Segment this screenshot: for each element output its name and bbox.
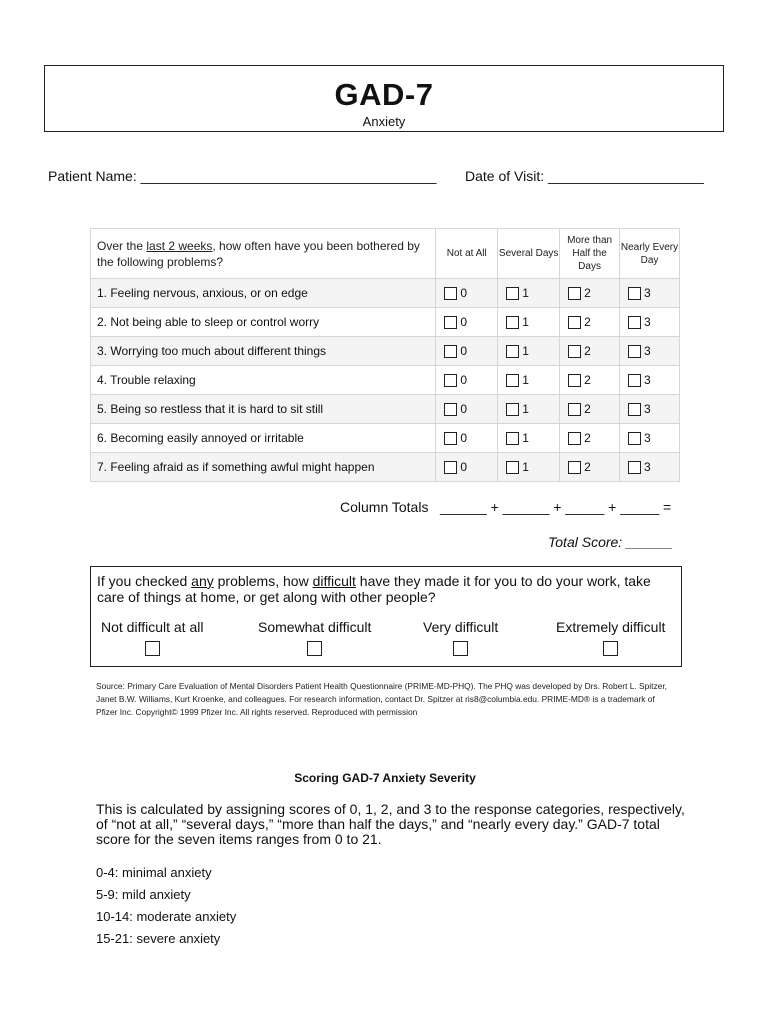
difficulty-option[interactable] xyxy=(101,619,203,656)
response-option[interactable] xyxy=(560,337,620,366)
response-checkbox[interactable] xyxy=(568,432,581,445)
response-option[interactable] xyxy=(620,366,680,395)
response-value: 0 xyxy=(460,286,467,301)
item-text: 6. Becoming easily annoyed or irritable xyxy=(91,424,436,453)
response-option[interactable] xyxy=(436,308,498,337)
response-checkbox[interactable] xyxy=(444,316,457,329)
difficulty-checkbox[interactable] xyxy=(145,641,160,656)
response-value: 1 xyxy=(522,344,529,359)
response-checkbox[interactable] xyxy=(506,287,519,300)
item-text: 4. Trouble relaxing xyxy=(91,366,436,395)
response-option[interactable] xyxy=(436,279,498,308)
response-option[interactable] xyxy=(436,366,498,395)
difficulty-option[interactable] xyxy=(258,619,371,656)
response-checkbox[interactable] xyxy=(628,403,641,416)
response-option[interactable] xyxy=(498,424,560,453)
difficulty-option[interactable] xyxy=(556,619,665,656)
response-option[interactable] xyxy=(560,395,620,424)
response-option[interactable] xyxy=(560,279,620,308)
response-checkbox[interactable] xyxy=(506,374,519,387)
item-text: 3. Worrying too much about different things xyxy=(91,337,436,366)
table-row xyxy=(91,395,680,424)
question-header: Over the last 2 weeks, how often have you been bothered by the following problems? xyxy=(91,229,436,279)
response-value: 1 xyxy=(522,373,529,388)
table-row xyxy=(91,453,680,482)
column-totals-row xyxy=(340,499,672,515)
response-value: 3 xyxy=(644,431,651,446)
response-checkbox[interactable] xyxy=(628,432,641,445)
table-row xyxy=(91,279,680,308)
response-checkbox[interactable] xyxy=(568,287,581,300)
item-text: 2. Not being able to sleep or control worry xyxy=(91,308,436,337)
response-value: 2 xyxy=(584,373,591,388)
form-subtitle: Anxiety xyxy=(362,114,406,129)
difficulty-checkbox[interactable] xyxy=(307,641,322,656)
severity-range: 15-21: severe anxiety xyxy=(96,931,221,946)
response-checkbox[interactable] xyxy=(506,316,519,329)
response-option[interactable] xyxy=(620,337,680,366)
severity-range: 0-4: minimal anxiety xyxy=(96,865,212,880)
difficulty-question: If you checked any problems, how difficult have they made it for you to do your work, take care of things at home, or get along with other people? xyxy=(97,573,651,605)
response-value: 1 xyxy=(522,431,529,446)
response-option[interactable] xyxy=(560,366,620,395)
response-option[interactable] xyxy=(436,395,498,424)
column-header: Nearly Every Day xyxy=(620,229,680,279)
response-value: 2 xyxy=(584,315,591,330)
response-option[interactable] xyxy=(498,395,560,424)
response-value: 1 xyxy=(522,460,529,475)
response-option[interactable] xyxy=(620,308,680,337)
response-value: 3 xyxy=(644,286,651,301)
scoring-title: Scoring GAD-7 Anxiety Severity xyxy=(294,771,476,785)
response-checkbox[interactable] xyxy=(568,403,581,416)
response-value: 1 xyxy=(522,402,529,417)
item-text: 7. Feeling afraid as if something awful might happen xyxy=(91,453,436,482)
response-checkbox[interactable] xyxy=(568,374,581,387)
response-checkbox[interactable] xyxy=(444,345,457,358)
response-checkbox[interactable] xyxy=(628,374,641,387)
response-checkbox[interactable] xyxy=(628,345,641,358)
response-option[interactable] xyxy=(620,453,680,482)
response-value: 2 xyxy=(584,460,591,475)
response-value: 0 xyxy=(460,315,467,330)
response-value: 2 xyxy=(584,344,591,359)
response-checkbox[interactable] xyxy=(568,316,581,329)
column-header: More than Half the Days xyxy=(560,229,620,279)
response-checkbox[interactable] xyxy=(506,345,519,358)
severity-range: 10-14: moderate anxiety xyxy=(96,909,237,924)
response-option[interactable] xyxy=(498,366,560,395)
response-value: 0 xyxy=(460,431,467,446)
response-value: 3 xyxy=(644,344,651,359)
difficulty-option-label: Not difficult at all xyxy=(101,619,204,635)
response-checkbox[interactable] xyxy=(628,316,641,329)
response-checkbox[interactable] xyxy=(506,403,519,416)
response-option[interactable] xyxy=(620,395,680,424)
response-value: 0 xyxy=(460,373,467,388)
table-row xyxy=(91,366,680,395)
table-header-row xyxy=(91,229,680,279)
patient-info-row xyxy=(48,168,728,184)
patient-name-field[interactable]: Patient Name: ______________________________________ xyxy=(48,168,437,184)
response-checkbox[interactable] xyxy=(628,287,641,300)
response-checkbox[interactable] xyxy=(506,432,519,445)
response-value: 0 xyxy=(460,402,467,417)
response-value: 3 xyxy=(644,315,651,330)
response-option[interactable] xyxy=(620,279,680,308)
scoring-description: This is calculated by assigning scores of 0, 1, 2, and 3 to the response categories, respectively, of “not at all,” “several days,” “more than half the days,” and “nearly every day.” GAD-7 total score for the seven items ranges from 0 to 21. xyxy=(96,801,685,847)
response-checkbox[interactable] xyxy=(568,461,581,474)
difficulty-option-label: Somewhat difficult xyxy=(258,619,372,635)
table-row xyxy=(91,337,680,366)
source-note: Source: Primary Care Evaluation of Mental Disorders Patient Health Questionnaire (PRIME-MD-PHQ). The PHQ was developed by Drs. Robert L. Spitzer, Janet B.W. Williams, Kurt Kroenke, and colleagues. For research information, contact Dr. Spitzer at ris8@columbia.edu. PRIME-MD® is a trademark of Pfizer Inc. Copyright© 1999 Pfizer Inc. All rights reserved. Reproduced with permission xyxy=(96,681,667,717)
column-totals-formula[interactable]: ______ + ______ + _____ + _____ = xyxy=(440,499,672,515)
response-checkbox[interactable] xyxy=(444,461,457,474)
response-option[interactable] xyxy=(560,453,620,482)
response-value: 3 xyxy=(644,373,651,388)
severity-range: 5-9: mild anxiety xyxy=(96,887,191,902)
response-option[interactable] xyxy=(498,279,560,308)
response-checkbox[interactable] xyxy=(444,374,457,387)
form-title: GAD-7 xyxy=(334,77,434,112)
difficulty-option-label: Extremely difficult xyxy=(556,619,666,635)
table-row xyxy=(91,424,680,453)
response-value: 1 xyxy=(522,315,529,330)
response-option[interactable] xyxy=(498,308,560,337)
response-option[interactable] xyxy=(498,453,560,482)
response-value: 3 xyxy=(644,460,651,475)
difficulty-option[interactable] xyxy=(423,619,498,656)
response-value: 0 xyxy=(460,460,467,475)
response-option[interactable] xyxy=(436,424,498,453)
response-checkbox[interactable] xyxy=(444,287,457,300)
response-value: 2 xyxy=(584,431,591,446)
date-of-visit-field[interactable]: Date of Visit: ____________________ xyxy=(465,168,704,184)
response-value: 0 xyxy=(460,344,467,359)
difficulty-checkbox[interactable] xyxy=(453,641,468,656)
response-option[interactable] xyxy=(560,308,620,337)
response-option[interactable] xyxy=(560,424,620,453)
response-checkbox[interactable] xyxy=(628,461,641,474)
item-text: 1. Feeling nervous, anxious, or on edge xyxy=(91,279,436,308)
response-value: 2 xyxy=(584,402,591,417)
response-checkbox[interactable] xyxy=(568,345,581,358)
response-option[interactable] xyxy=(436,453,498,482)
column-header: Not at All xyxy=(436,229,498,279)
response-checkbox[interactable] xyxy=(506,461,519,474)
response-value: 3 xyxy=(644,402,651,417)
table-row xyxy=(91,308,680,337)
difficulty-checkbox[interactable] xyxy=(603,641,618,656)
response-option[interactable] xyxy=(436,337,498,366)
response-option[interactable] xyxy=(620,424,680,453)
total-score-field[interactable]: Total Score: ______ xyxy=(548,534,673,550)
response-value: 1 xyxy=(522,286,529,301)
response-checkbox[interactable] xyxy=(444,403,457,416)
item-text: 5. Being so restless that it is hard to sit still xyxy=(91,395,436,424)
difficulty-option-label: Very difficult xyxy=(423,619,499,635)
response-checkbox[interactable] xyxy=(444,432,457,445)
column-header: Several Days xyxy=(498,229,560,279)
difficulty-question-box xyxy=(90,566,682,667)
column-totals-label: Column Totals xyxy=(340,499,429,515)
response-option[interactable] xyxy=(498,337,560,366)
form-header xyxy=(44,65,724,132)
questionnaire-table xyxy=(90,228,680,482)
response-value: 2 xyxy=(584,286,591,301)
